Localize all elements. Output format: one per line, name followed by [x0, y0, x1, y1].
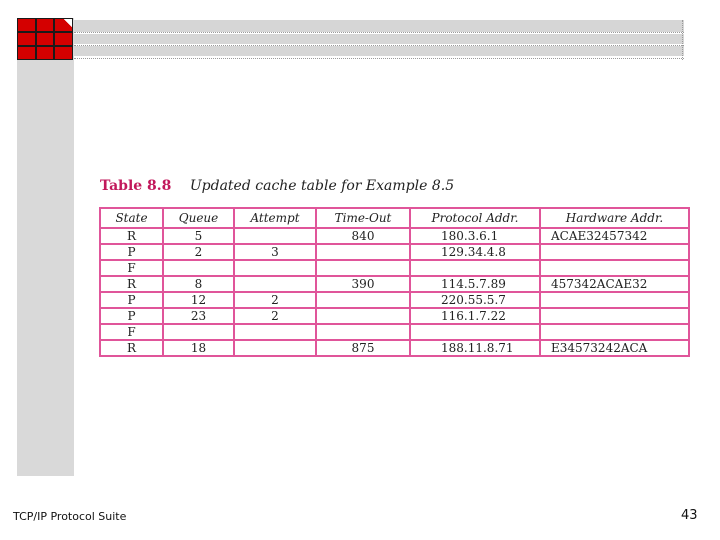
- table-row: [100, 340, 689, 356]
- cell-queue: 2: [163, 244, 234, 260]
- grid-logo-icon: [17, 18, 73, 60]
- header-time-out: Time-Out: [316, 208, 410, 228]
- logo-cell: [55, 33, 72, 45]
- cell-hardware-addr: [540, 260, 689, 276]
- cell-queue: 12: [163, 292, 234, 308]
- cell-state: P: [100, 308, 163, 324]
- cell-time-out: [316, 260, 410, 276]
- cell-attempt: [234, 260, 316, 276]
- cell-hardware-addr: ACAE32457342: [540, 228, 689, 244]
- cell-hardware-addr: [540, 308, 689, 324]
- cell-state: F: [100, 324, 163, 340]
- cell-hardware-addr: [540, 292, 689, 308]
- header-hardware-addr: Hardware Addr.: [540, 208, 689, 228]
- logo-cell: [37, 33, 54, 45]
- header-state: State: [100, 208, 163, 228]
- cell-state: R: [100, 340, 163, 356]
- header-divider: [74, 58, 684, 59]
- table-header-row: [100, 208, 689, 228]
- cell-queue: 5: [163, 228, 234, 244]
- footer-title: TCP/IP Protocol Suite: [13, 510, 127, 523]
- cell-attempt: [234, 276, 316, 292]
- cell-state: R: [100, 228, 163, 244]
- cell-hardware-addr: E34573242ACA: [540, 340, 689, 356]
- cell-state: P: [100, 244, 163, 260]
- header-protocol-addr: Protocol Addr.: [410, 208, 540, 228]
- logo-cell: [18, 47, 35, 59]
- cell-time-out: [316, 244, 410, 260]
- cell-attempt: [234, 340, 316, 356]
- cell-time-out: 875: [316, 340, 410, 356]
- logo-cell: [18, 33, 35, 45]
- table-row: [100, 292, 689, 308]
- table-row: [100, 228, 689, 244]
- cell-state: F: [100, 260, 163, 276]
- header-stripe: [74, 46, 684, 56]
- cell-queue: 18: [163, 340, 234, 356]
- cell-hardware-addr: [540, 324, 689, 340]
- cell-protocol-addr: 188.11.8.71: [410, 340, 540, 356]
- cell-time-out: [316, 292, 410, 308]
- cell-protocol-addr: 180.3.6.1: [410, 228, 540, 244]
- cell-time-out: 840: [316, 228, 410, 244]
- logo-cell: [55, 19, 72, 31]
- cell-queue: 8: [163, 276, 234, 292]
- header-attempt: Attempt: [234, 208, 316, 228]
- logo-cell: [18, 19, 35, 31]
- table-caption: [100, 178, 454, 194]
- cell-time-out: [316, 308, 410, 324]
- table-row: [100, 308, 689, 324]
- cell-attempt: 2: [234, 292, 316, 308]
- cell-queue: [163, 324, 234, 340]
- table-title: Updated cache table for Example 8.5: [189, 178, 455, 194]
- cell-protocol-addr: 116.1.7.22: [410, 308, 540, 324]
- cell-attempt: [234, 228, 316, 244]
- cell-attempt: [234, 324, 316, 340]
- logo-cell: [37, 47, 54, 59]
- cell-protocol-addr: 220.55.5.7: [410, 292, 540, 308]
- cell-attempt: 2: [234, 308, 316, 324]
- header-stripe: [74, 20, 684, 32]
- cell-hardware-addr: [540, 244, 689, 260]
- cell-hardware-addr: 457342ACAE32: [540, 276, 689, 292]
- header-queue: Queue: [163, 208, 234, 228]
- table-number: Table 8.8: [100, 178, 172, 194]
- page-number: 43: [681, 508, 698, 523]
- cell-state: P: [100, 292, 163, 308]
- cell-queue: 23: [163, 308, 234, 324]
- table-row: [100, 276, 689, 292]
- cell-protocol-addr: [410, 324, 540, 340]
- cell-protocol-addr: [410, 260, 540, 276]
- cell-queue: [163, 260, 234, 276]
- cell-protocol-addr: 129.34.4.8: [410, 244, 540, 260]
- side-band: [17, 18, 74, 476]
- cell-time-out: 390: [316, 276, 410, 292]
- table-row: [100, 260, 689, 276]
- cell-state: R: [100, 276, 163, 292]
- logo-cell: [55, 47, 72, 59]
- cache-table: [99, 207, 690, 357]
- header-divider: [74, 45, 684, 46]
- logo-cell: [37, 19, 54, 31]
- header-divider: [74, 32, 684, 33]
- cell-protocol-addr: 114.5.7.89: [410, 276, 540, 292]
- table-row: [100, 244, 689, 260]
- table-row: [100, 324, 689, 340]
- header-divider: [682, 20, 683, 60]
- cell-time-out: [316, 324, 410, 340]
- header-stripe: [74, 34, 684, 44]
- cell-attempt: 3: [234, 244, 316, 260]
